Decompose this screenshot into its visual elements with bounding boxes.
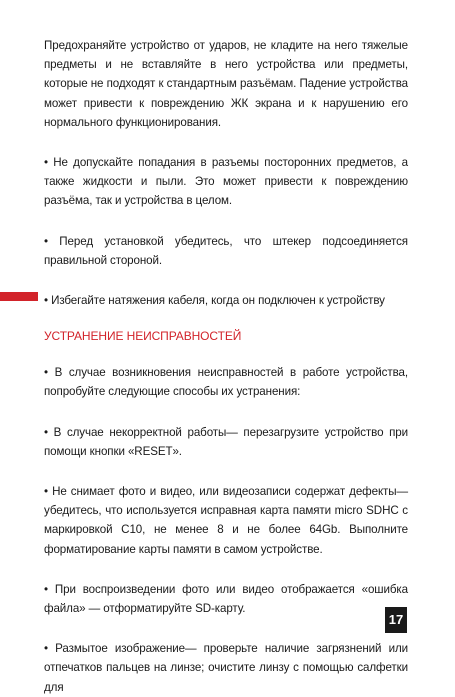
troubleshooting-intro: • В случае возникновения неисправностей в работе устройства, попробуйте следующие способы их устранения: [44,366,408,399]
troubleshooting-reset: • В случае некорректной работы— перезагрузите устройство при помощи кнопки «RESET». [44,425,408,458]
troubleshooting-file-error: • При воспроизведении фото или видео отображается «ошибка файла» — отформатируйте SD-карту. [44,582,408,616]
section-title: УСТРАНЕНИЕ НЕИСПРАВНОСТЕЙ [44,329,242,344]
page-number: 17 [385,607,407,633]
paragraph-cable-tension: • Избегайте натяжения кабеля, когда он подключен к устройству [44,294,385,308]
paragraph-impact-warning: Предохраняйте устройство от ударов, не кладите на него тяжелые предметы и не вставляйте в него устройства или предметы, которые не подходят к стандартным разъёмам. Падение устройства может привести к повреждению ЖК экрана и к нарушению его нормального функционирования. [44,39,408,129]
troubleshooting-memory-card: • Не снимает фото и видео, или видеозаписи содержат дефекты— убедитесь, что используется исправная карта памяти micro SDHC с маркировкой C10, не менее 8 и не более 64Gb. Выполните форматирование карты памяти в самом устройстве. [44,485,408,556]
paragraph-foreign-objects: • Не допускайте попадания в разъемы посторонних предметов, а также жидкости и пыли. Это может привести к повреждению разъёма, так и устройства в целом. [44,156,408,208]
section-accent-bar [0,292,38,301]
page-content [44,36,408,697]
troubleshooting-blurry-image: • Размытое изображение— проверьте наличие загрязнений или отпечатков пальцев на линзе; очистите линзу с помощью салфетки для [44,642,408,694]
paragraph-plug-orientation: • Перед установкой убедитесь, что штекер подсоединяется правильной стороной. [44,234,408,267]
